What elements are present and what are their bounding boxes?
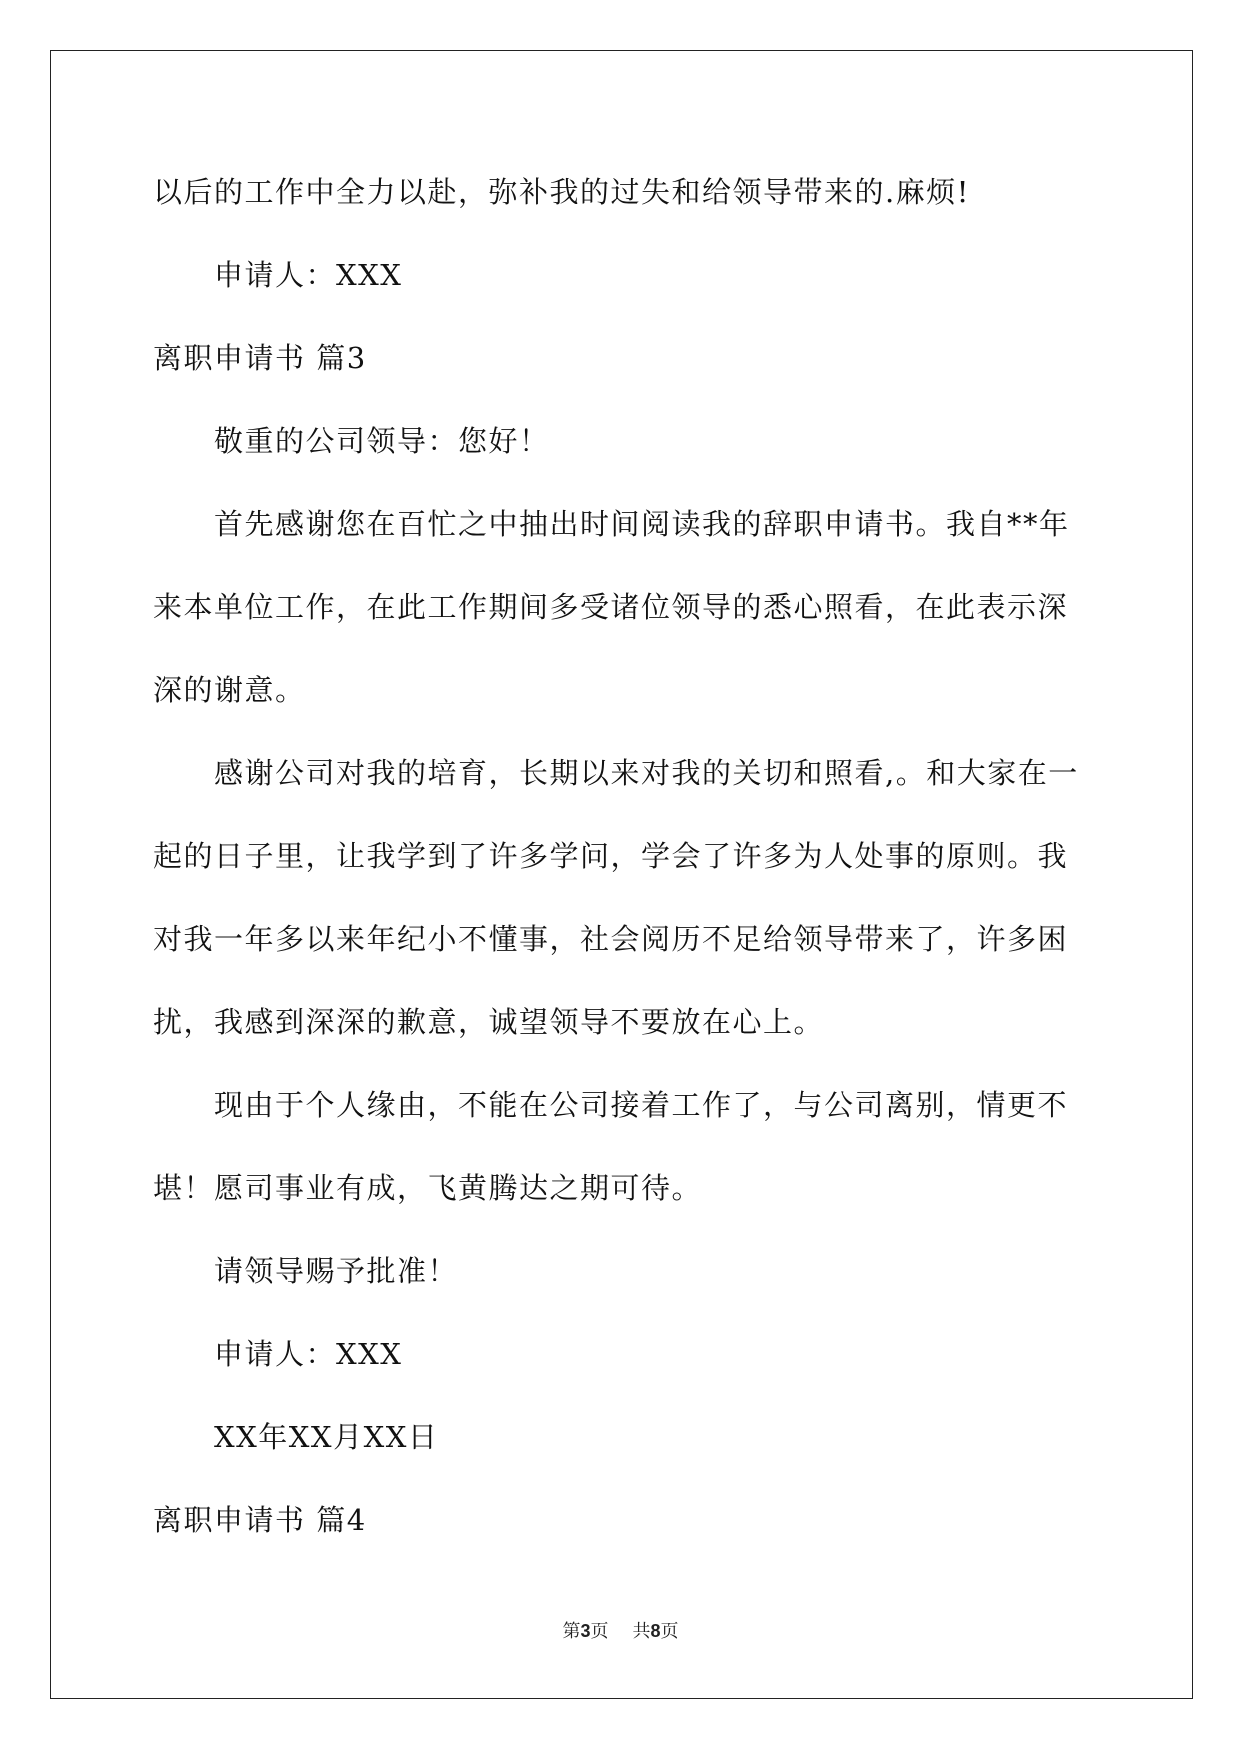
paragraph-line: 扰，我感到深深的歉意，诚望领导不要放在心上。	[153, 1005, 825, 1039]
footer-prefix: 第	[562, 1621, 581, 1642]
paragraph-line: 深的谢意。	[153, 673, 306, 707]
salutation: 敬重的公司领导：您好！	[214, 424, 550, 458]
footer-page-suffix: 页	[590, 1621, 609, 1642]
paragraph-line: 感谢公司对我的培育，长期以来对我的关切和照看,。和大家在一	[214, 756, 1079, 790]
current-page-number: 3	[580, 1621, 591, 1641]
paragraph-line: 堪！愿司事业有成，飞黄腾达之期可待。	[153, 1171, 703, 1205]
paragraph-line: 以后的工作中全力以赴，弥补我的过失和给领导带来的.麻烦!	[153, 175, 970, 209]
paragraph-line: 对我一年多以来年纪小不懂事，社会阅历不足给领导带来了，许多困	[153, 922, 1069, 956]
page-footer	[0, 1617, 1241, 1643]
footer-total-prefix: 共	[632, 1621, 651, 1642]
section-heading: 离职申请书 篇4	[153, 1503, 367, 1537]
request-line: 请领导赐予批准！	[214, 1254, 459, 1288]
paragraph-line: 首先感谢您在百忙之中抽出时间阅读我的辞职申请书。我自**年	[214, 507, 1070, 541]
paragraph-line: 起的日子里，让我学到了许多学问，学会了许多为人处事的原则。我	[153, 839, 1069, 873]
applicant-signature: 申请人：XXX	[214, 258, 403, 292]
total-page-count: 8	[650, 1621, 661, 1641]
date-line: XX年XX月XX日	[214, 1420, 439, 1454]
footer-total-suffix: 页	[660, 1621, 679, 1642]
section-heading: 离职申请书 篇3	[153, 341, 367, 375]
paragraph-line: 来本单位工作，在此工作期间多受诸位领导的悉心照看，在此表示深	[153, 590, 1069, 624]
paragraph-line: 现由于个人缘由，不能在公司接着工作了，与公司离别，情更不	[214, 1088, 1069, 1122]
applicant-signature: 申请人：XXX	[214, 1337, 403, 1371]
